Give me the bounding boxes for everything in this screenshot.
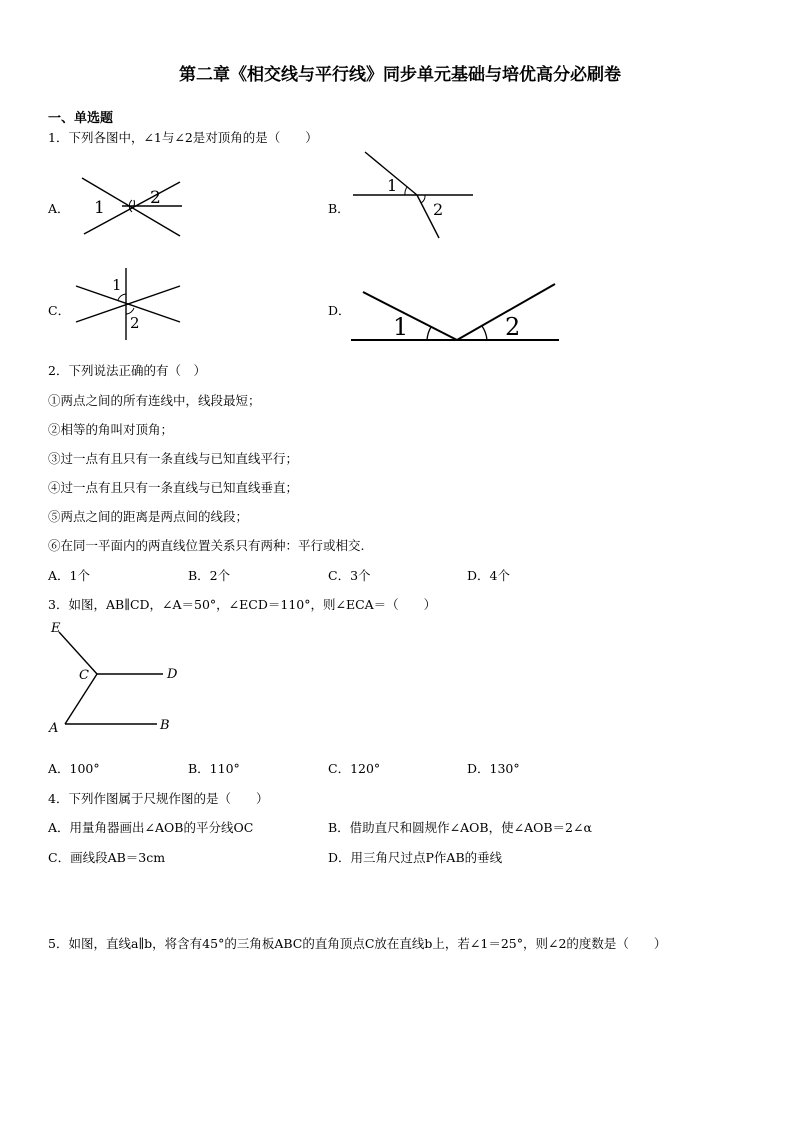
q1-option-b[interactable]: B． [328, 201, 350, 216]
q1-option-d[interactable]: D． [328, 303, 351, 318]
q1a-label-2: 2 [150, 188, 161, 208]
q3-stem: 3．如图，AB∥CD，∠A＝50°，∠ECD＝110°，则∠ECA＝（ ） [48, 597, 437, 612]
q1d-label-1: 1 [393, 313, 409, 341]
q2-option-b[interactable]: B．2个 [188, 568, 231, 583]
q1c-label-1: 1 [112, 276, 122, 294]
q4-option-b[interactable]: B．借助直尺和圆规作∠AOB，使∠AOB＝2∠α [328, 820, 592, 835]
q3-option-a[interactable]: A．100° [48, 761, 100, 776]
q5-stem: 5．如图，直线a∥b，将含有45°的三角板ABC的直角顶点C放在直线b上，若∠1＝25°，则∠2的度数是（ ） [48, 936, 667, 951]
q3-option-b[interactable]: B．110° [188, 761, 240, 776]
q2-option-a[interactable]: A．1个 [48, 568, 90, 583]
q2-option-c[interactable]: C．3个 [328, 568, 371, 583]
q3-point-d: D [167, 667, 178, 682]
q2-statement-3: ③过一点有且只有一条直线与已知直线平行； [48, 451, 299, 466]
q2-statement-5: ⑤两点之间的距离是两点间的线段； [48, 509, 249, 524]
q2-statement-6: ⑥在同一平面内的两直线位置关系只有两种：平行或相交. [48, 538, 365, 553]
q1a-label-1: 1 [94, 198, 105, 218]
q1b-label-1: 1 [387, 176, 398, 195]
q3-option-d[interactable]: D．130° [467, 761, 520, 776]
q3-figure [45, 616, 195, 740]
q4-stem: 4．下列作图属于尺规作图的是（ ） [48, 791, 269, 806]
page-title: 第二章《相交线与平行线》同步单元基础与培优高分必刷卷 [179, 65, 621, 85]
q1-stem: 1．下列各图中，∠1与∠2是对顶角的是（ ） [48, 130, 318, 145]
q1-figure-c [70, 264, 190, 344]
q1-figure-d [345, 278, 565, 348]
q1-option-c[interactable]: C． [48, 303, 71, 318]
q4-option-d[interactable]: D．用三角尺过点P作AB的垂线 [328, 850, 503, 865]
q2-statement-4: ④过一点有且只有一条直线与已知直线垂直； [48, 480, 299, 495]
q1b-label-2: 2 [433, 200, 444, 219]
q4-option-c[interactable]: C．画线段AB＝3cm [48, 850, 166, 865]
q1-figure-a [70, 172, 195, 242]
q3-point-b: B [160, 718, 170, 733]
q3-point-a: A [49, 721, 59, 736]
q3-point-c: C [79, 668, 89, 683]
q1-figure-b [345, 148, 480, 243]
q3-point-e: E [51, 621, 61, 636]
q2-option-d[interactable]: D．4个 [467, 568, 510, 583]
q2-statement-1: ①两点之间的所有连线中，线段最短； [48, 393, 261, 408]
section-heading: 一、单选题 [48, 111, 114, 126]
q2-stem: 2．下列说法正确的有（ ） [48, 363, 206, 378]
q2-statement-2: ②相等的角叫对顶角； [48, 422, 174, 437]
q3-option-c[interactable]: C．120° [328, 761, 381, 776]
q1c-label-2: 2 [130, 314, 140, 332]
q4-option-a[interactable]: A．用量角器画出∠AOB的平分线OC [48, 820, 254, 835]
q1-option-a[interactable]: A． [48, 201, 70, 216]
q1d-label-2: 2 [505, 313, 521, 341]
